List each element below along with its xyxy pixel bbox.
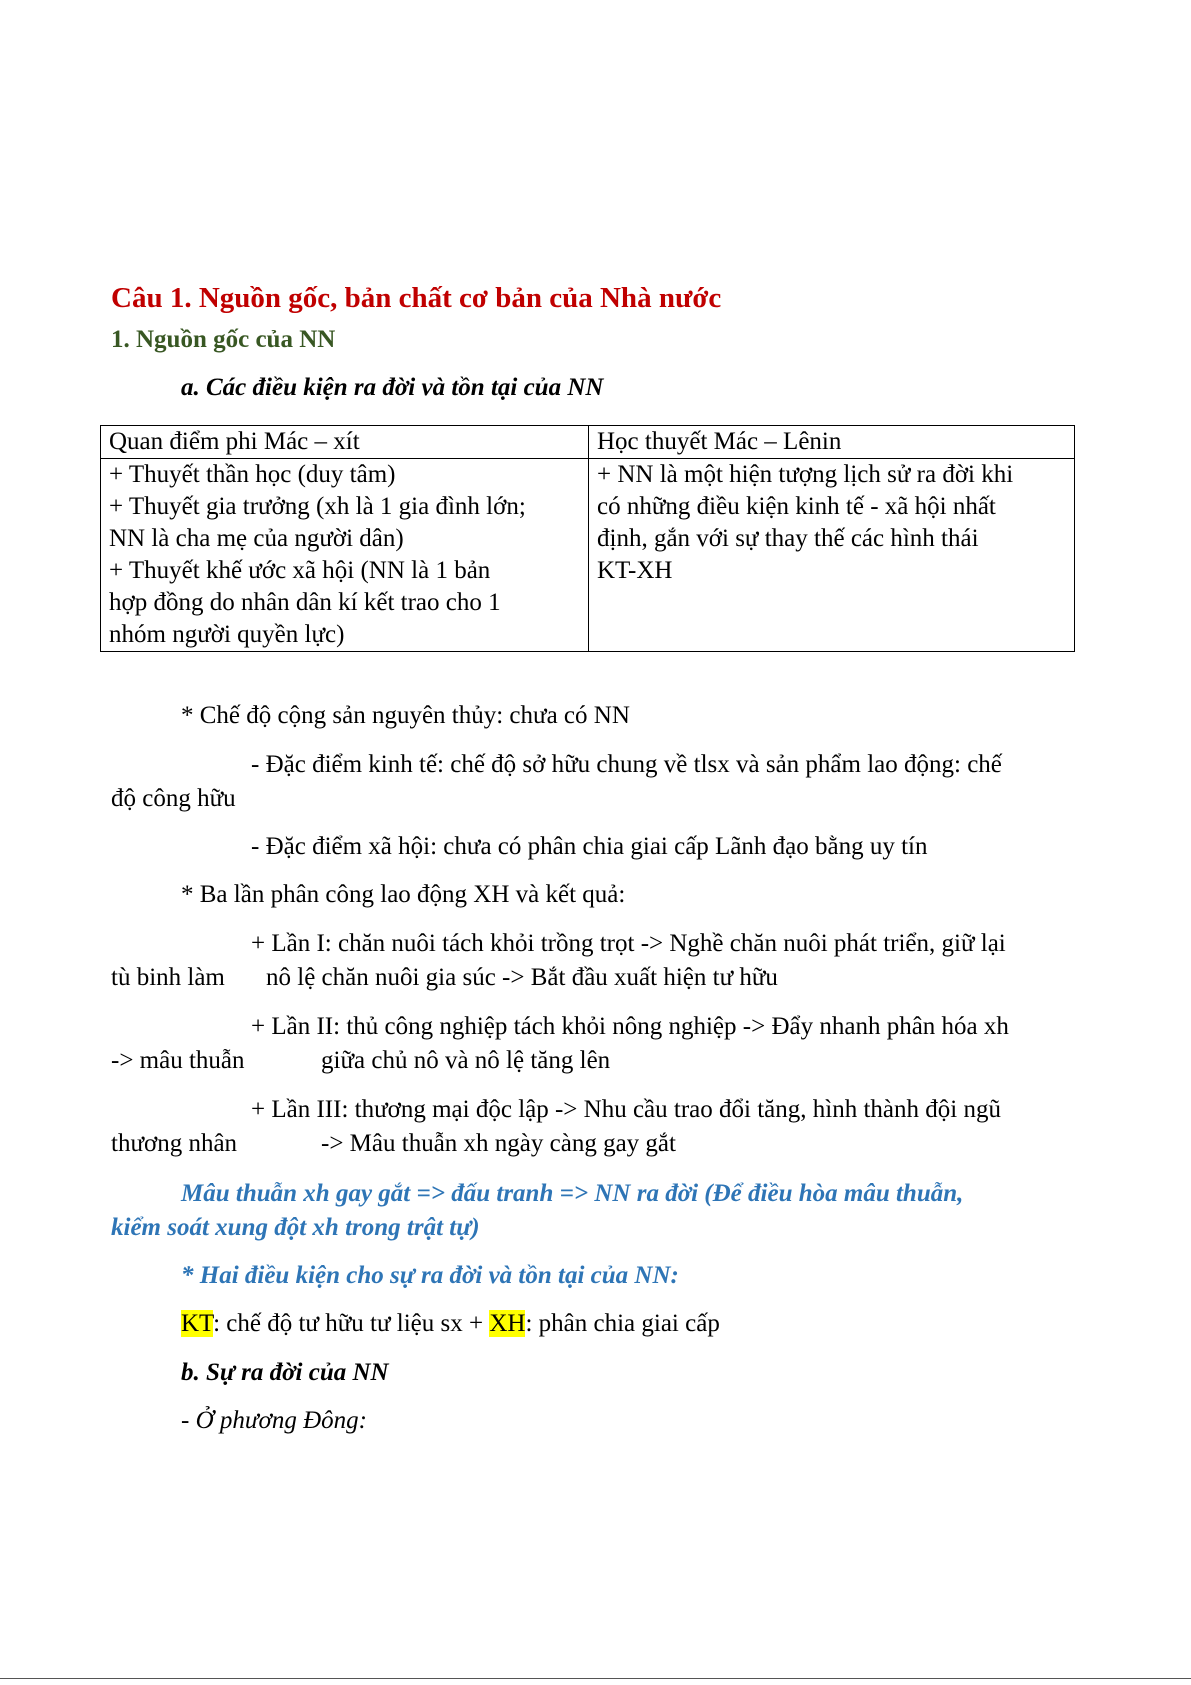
paragraph-third-division-line1: + Lần III: thương mại độc lập -> Nhu cầu trao đổi tăng, hình thành đội ngũ: [251, 1096, 1001, 1123]
emphasis-conclusion-line1: Mâu thuẫn xh gay gắt => đấu tranh => NN ra đời (Để điều hòa mâu thuẫn,: [181, 1180, 964, 1207]
highlight-xh: XH: [489, 1310, 526, 1337]
cell-line: KT-XH: [597, 557, 673, 584]
paragraph-primitive-communism: * Chế độ cộng sản nguyên thủy: chưa có NN: [181, 702, 630, 729]
paragraph-first-division-line2b: nô lệ chăn nuôi gia súc -> Bắt đầu xuất hiện tư hữu: [266, 964, 778, 991]
subsection-heading-b: b. Sự ra đời của NN: [181, 1359, 389, 1386]
paragraph-first-division-line1: + Lần I: chăn nuôi tách khỏi trồng trọt -> Nghề chăn nuôi phát triển, giữ lại: [251, 930, 1006, 957]
cell-line: có những điều kiện kinh tế - xã hội nhất: [597, 493, 996, 520]
paragraph-first-division-line2a: tù binh làm: [111, 964, 225, 991]
paragraph-social: - Đặc điểm xã hội: chưa có phân chia giai cấp Lãnh đạo bằng uy tín: [251, 833, 928, 860]
conditions-kt-text: : chế độ tư hữu tư liệu sx +: [213, 1310, 490, 1337]
table-cell-non-marxist: [101, 459, 589, 652]
emphasis-conclusion-line2: kiểm soát xung đột xh trong trật tự): [111, 1214, 480, 1241]
paragraph-second-division-line1: + Lần II: thủ công nghiệp tách khỏi nông nghiệp -> Đẩy nhanh phân hóa xh: [251, 1013, 1009, 1040]
cell-line: hợp đồng do nhân dân kí kết trao cho 1: [109, 589, 501, 616]
cell-line: nhóm người quyền lực): [109, 621, 345, 648]
subsection-heading: a. Các điều kiện ra đời và tồn tại của NN: [181, 374, 604, 401]
cell-line: + Thuyết thần học (duy tâm): [109, 461, 396, 488]
table-header-cell: Học thuyết Mác – Lênin: [589, 426, 1075, 459]
paragraph-east: - Ở phương Đông:: [181, 1407, 367, 1434]
paragraph-division-of-labor: * Ba lần phân công lao động XH và kết quả:: [181, 881, 626, 908]
cell-line: định, gắn với sự thay thế các hình thái: [597, 525, 979, 552]
page-title: Câu 1. Nguồn gốc, bản chất cơ bản của Nhà nước: [111, 282, 722, 314]
cell-line: NN là cha mẹ của người dân): [109, 525, 404, 552]
table-row: [101, 459, 1075, 652]
conditions-xh-text: : phân chia giai cấp: [525, 1310, 720, 1337]
paragraph-second-division-line2a: -> mâu thuẫn: [111, 1047, 245, 1074]
paragraph-conditions: [181, 1307, 720, 1341]
cell-line: + Thuyết khế ước xã hội (NN là 1 bản: [109, 557, 491, 584]
table-header-cell: Quan điểm phi Mác – xít: [101, 426, 589, 459]
paragraph-third-division-line2b: -> Mâu thuẫn xh ngày càng gay gắt: [321, 1130, 676, 1157]
emphasis-two-conditions: * Hai điều kiện cho sự ra đời và tồn tại của NN:: [181, 1262, 679, 1289]
section-heading: 1. Nguồn gốc của NN: [111, 326, 336, 353]
comparison-table: [100, 425, 1075, 652]
table-header-row: [101, 426, 1075, 459]
cell-line: + NN là một hiện tượng lịch sử ra đời khi: [597, 461, 1014, 488]
paragraph-economic-line2: độ công hữu: [111, 785, 236, 812]
page-bottom-divider: [0, 1678, 1191, 1679]
paragraph-third-division-line2a: thương nhân: [111, 1130, 238, 1157]
table-cell-marxist: [589, 459, 1075, 652]
paragraph-second-division-line2b: giữa chủ nô và nô lệ tăng lên: [321, 1047, 611, 1074]
paragraph-economic-line1: - Đặc điểm kinh tế: chế độ sở hữu chung về tlsx và sản phẩm lao động: chế: [251, 751, 1002, 778]
cell-line: + Thuyết gia trưởng (xh là 1 gia đình lớn;: [109, 493, 526, 520]
highlight-kt: KT: [181, 1310, 214, 1337]
